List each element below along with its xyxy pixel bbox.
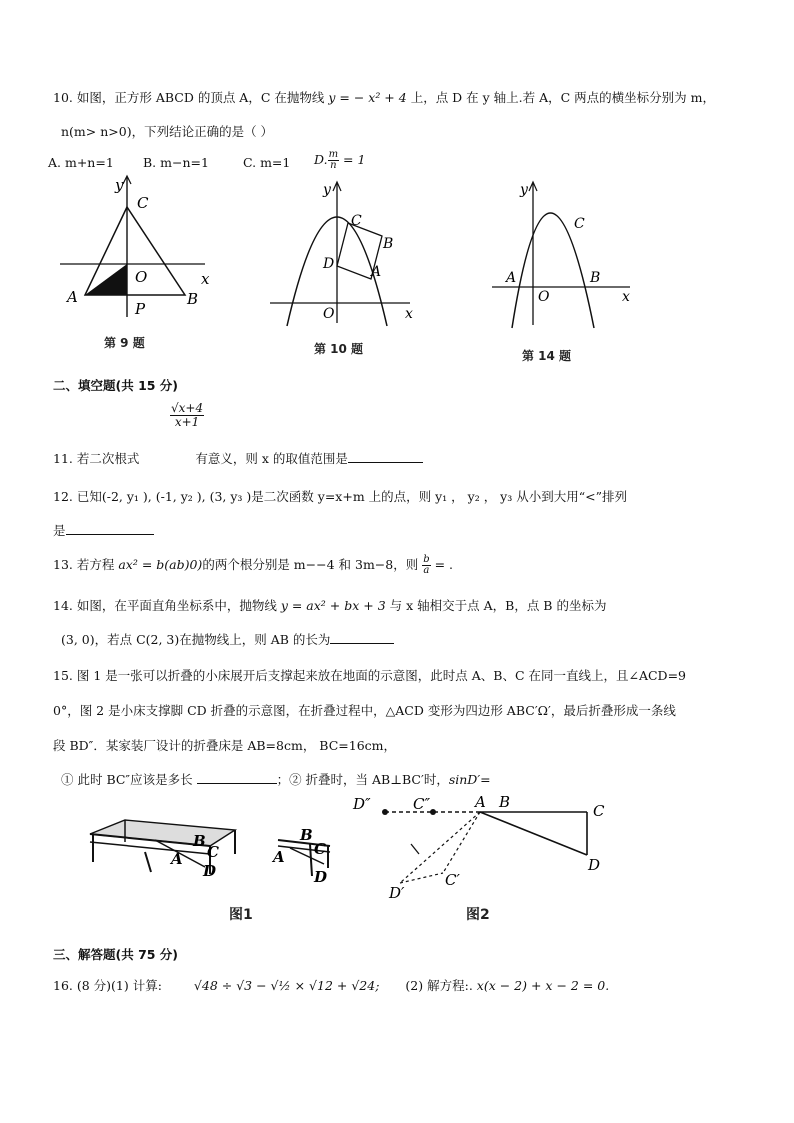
fig10-label-d: D — [323, 256, 335, 272]
fig10-label-o: O — [323, 306, 335, 322]
fig10-label-b: B — [383, 236, 394, 252]
fig14-label-x: x — [622, 289, 630, 305]
fig14-label-y: y — [520, 182, 528, 198]
fig9-label-o: O — [135, 268, 148, 286]
svg-text:A: A — [475, 793, 486, 811]
svg-text:C: C — [593, 802, 605, 820]
q15-line4: ① 此时 BC″应该是多长 ；② 折叠时，当 AB⊥BC′时，sinD′= — [61, 772, 491, 787]
q12-line1: 12. 已知(-2, y₁ ), (-1, y₂ ), (3, y₃ )是二次函数 y=x+m 上的点，则 y₁ ， y₂ ， y₃ 从小到大用“<”排列 — [53, 489, 627, 504]
fig10-label-y: y — [323, 182, 331, 198]
fig9-label-y: y — [115, 176, 124, 194]
q16-text: 16. (8 分)(1) 计算: √48 ÷ √3 − √½ × √12 + √24; (2) 解方程:. x(x − 2) + x − 2 = 0. — [53, 978, 610, 993]
fig10-label-a: A — [371, 264, 382, 280]
fig9-shaded-region — [85, 264, 127, 295]
section-2-heading: 二、填空题(共 15 分) — [53, 378, 179, 393]
q11-fraction: $\frac{√x+4}{x+1}$ — [171, 401, 204, 429]
q14-line1: 14. 如图，在平面直角坐标系中，抛物线 y = ax² + bx + 3 与 x 轴相交于点 A，B，点 B 的坐标为 — [53, 598, 607, 613]
svg-text:B: B — [193, 832, 206, 850]
figure-9 — [55, 172, 225, 322]
svg-text:C″: C″ — [413, 795, 431, 813]
section-3-heading: 三、解答题(共 75 分) — [53, 947, 179, 962]
q15-line2: 0°，图 2 是小床支撑脚 CD 折叠的示意图，在折叠过程中，△ACD 变形为四边形 ABC′Ω′，最后折叠形成一条线 — [53, 703, 676, 718]
fig14-label-c: C — [574, 216, 585, 232]
q11-text: 11. 若二次根式 有意义，则 x 的取值范围是 — [53, 449, 423, 467]
figure-14 — [490, 180, 640, 330]
q15-answer-blank-1 — [197, 770, 277, 784]
figure-1-bed — [85, 812, 245, 892]
figure-1-closeup — [270, 826, 340, 886]
q12-line2: 是 — [53, 521, 154, 539]
fig14-label-o: O — [538, 289, 550, 305]
fig9-label-c: C — [137, 194, 149, 212]
q10-option-b: B. m−n=1 — [143, 155, 209, 170]
figure-14-caption: 第 14 题 — [522, 349, 572, 363]
q10-line2: n(m> n>0)，下列结论正确的是（ ） — [61, 124, 274, 139]
q15-line3: 段 BD″．某家装厂设计的折叠床是 AB=8cm， BC=16cm， — [53, 738, 397, 753]
svg-text:D: D — [314, 868, 328, 886]
q12-answer-blank — [66, 521, 154, 535]
svg-text:C: C — [207, 843, 219, 861]
svg-text:B: B — [499, 793, 511, 811]
svg-text:B: B — [300, 826, 313, 844]
figure-2-caption: 图2 — [466, 907, 490, 923]
figure-9-caption: 第 9 题 — [104, 336, 145, 350]
fig14-label-b: B — [590, 270, 601, 286]
fig9-label-p: P — [135, 300, 146, 318]
fig9-label-a: A — [67, 288, 78, 306]
fig9-label-b: B — [187, 290, 199, 308]
q10-option-d: D. $\frac{m}{n}$ = 1 — [314, 149, 366, 171]
svg-text:A: A — [273, 848, 285, 866]
fig14-label-a: A — [506, 270, 517, 286]
q14-answer-blank — [330, 630, 394, 644]
q14-line2: (3, 0)，若点 C(2, 3)在抛物线上，则 AB 的长为 — [61, 630, 394, 648]
svg-text:A: A — [171, 850, 183, 868]
q10-option-a: A. m+n=1 — [48, 155, 114, 170]
figure-1-caption: 图1 — [229, 907, 253, 923]
q11-answer-blank — [348, 449, 423, 463]
q10-line1: 10. 如图，正方形 ABCD 的顶点 A，C 在抛物线 y = − x² + 4 上，点 D 在 y 轴上.若 A，C 两点的横坐标分别为 m， — [53, 90, 716, 105]
fig9-label-x: x — [201, 270, 210, 288]
svg-text:C: C — [314, 840, 326, 858]
svg-text:D: D — [588, 856, 601, 874]
svg-text:D′: D′ — [389, 884, 405, 900]
q13-text: 13. 若方程 ax² = b(ab)0)的两个根分别是 m−−4 和 3m−8，则 $\frac{b}{a}$ = . — [53, 554, 454, 576]
figure-2 — [345, 790, 615, 900]
svg-text:D: D — [203, 862, 217, 880]
q10-option-c: C. m=1 — [243, 155, 291, 170]
svg-text:C′: C′ — [445, 871, 460, 889]
svg-text:D″: D″ — [353, 795, 371, 813]
figure-10 — [265, 178, 425, 328]
fig10-label-x: x — [405, 306, 413, 322]
figure-10-caption: 第 10 题 — [314, 342, 364, 356]
q15-line1: 15. 图 1 是一张可以折叠的小床展开后支撑起来放在地面的示意图，此时点 A、B、C 在同一直线上，且∠ACD=9 — [53, 668, 686, 683]
fig10-label-c: C — [351, 213, 362, 229]
